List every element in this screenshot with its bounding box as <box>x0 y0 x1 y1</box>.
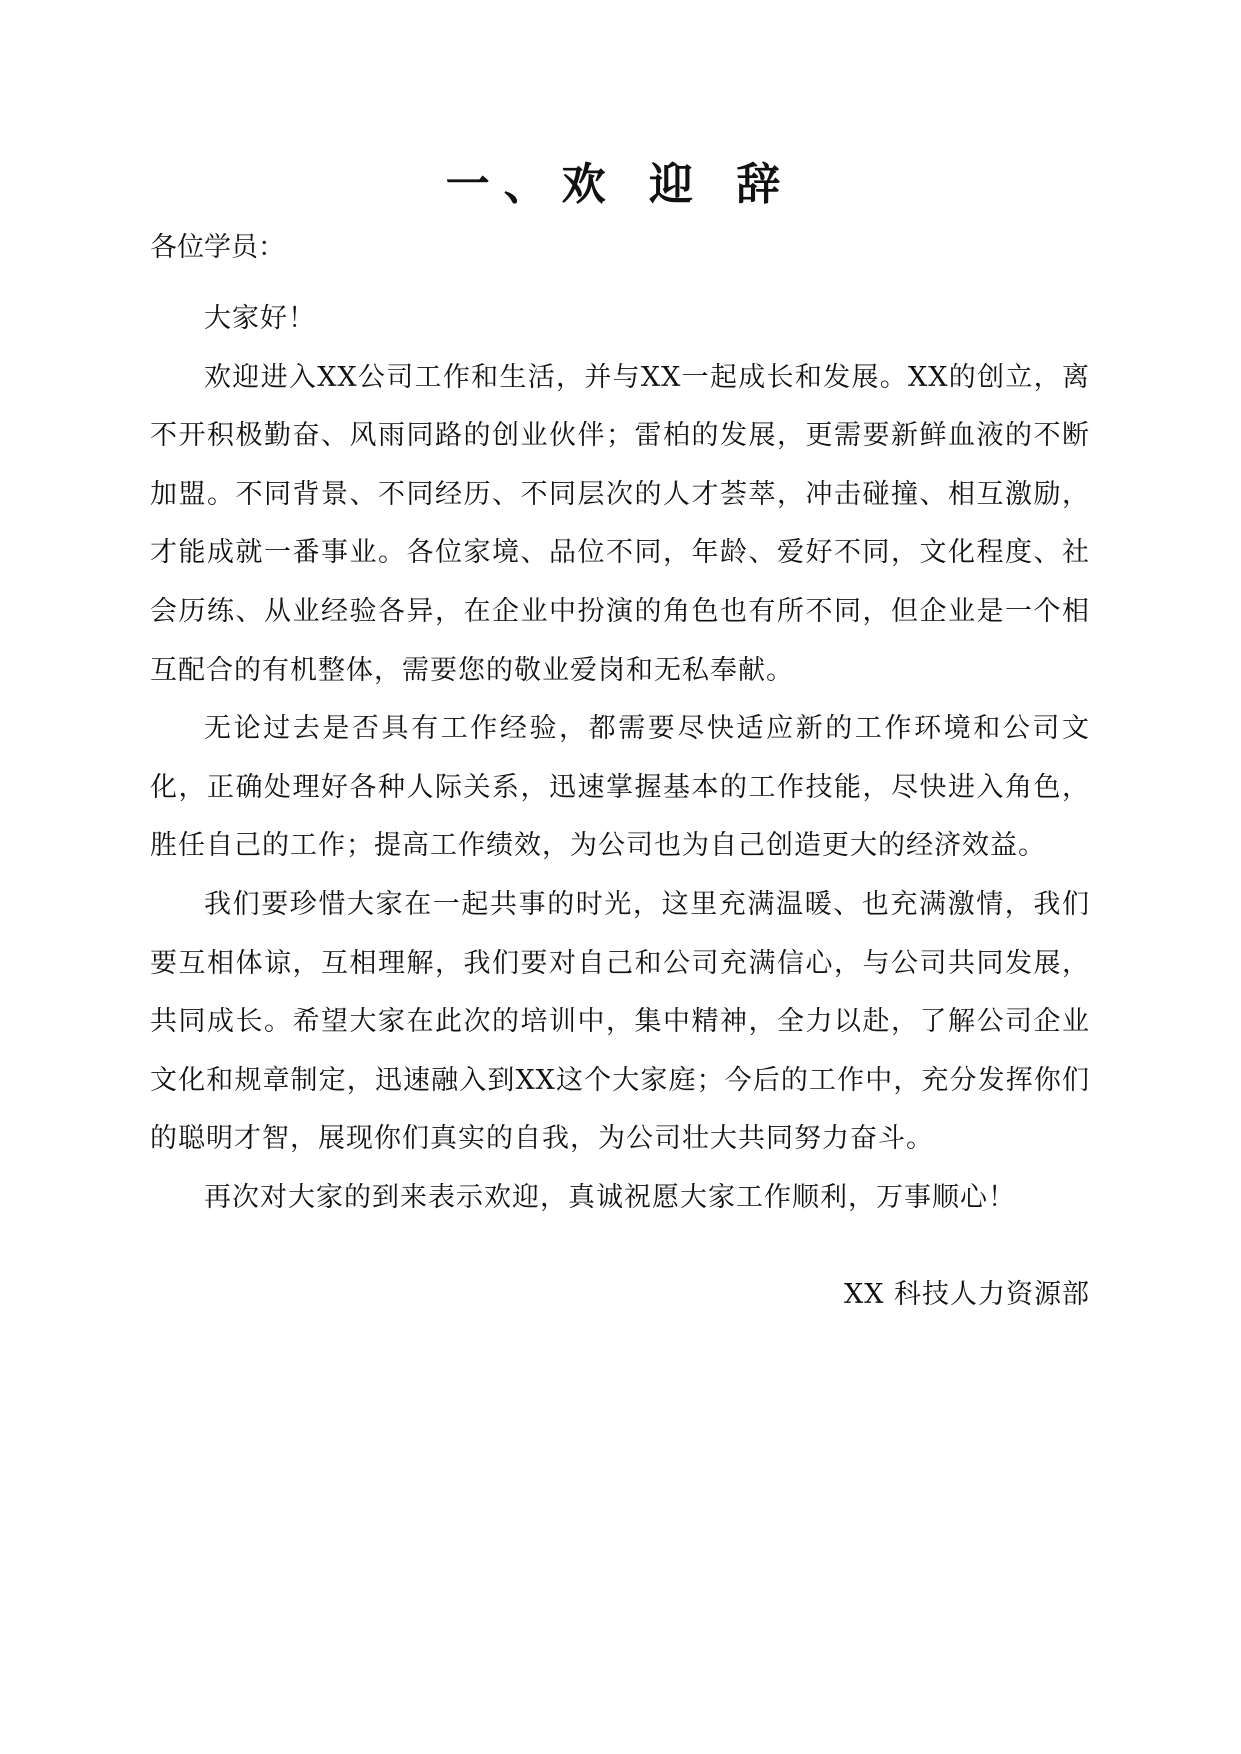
document-page <box>150 0 1090 1754</box>
paragraph-1: 欢迎进入XX公司工作和生活，并与XX一起成长和发展。XX的创立，离不开积极勤奋、风雨同路的创业伙伴；雷柏的发展，更需要新鲜血液的不断加盟。不同背景、不同经历、不同层次的人才荟萃，冲击碰撞、相互激励，才能成就一番事业。各位家境、品位不同，年龄、爱好不同，文化程度、社会历练、从业经验各异，在企业中扮演的角色也有所不同，但企业是一个相互配合的有机整体，需要您的敬业爱岗和无私奉献。 <box>150 361 1090 686</box>
closing-line: 再次对大家的到来表示欢迎，真诚祝愿大家工作顺利，万事顺心！ <box>204 1181 1016 1213</box>
salutation: 各位学员： <box>150 232 285 263</box>
paragraph-2: 无论过去是否具有工作经验，都需要尽快适应新的工作环境和公司文化，正确处理好各种人际关系，迅速掌握基本的工作技能，尽快进入角色，胜任自己的工作；提高工作绩效，为公司也为自己创造更大的经济效益。 <box>150 713 1090 862</box>
letter-body <box>150 290 1090 1228</box>
greeting: 大家好！ <box>204 303 316 334</box>
signature: XX 科技人力资源部 <box>843 1279 1090 1310</box>
paragraph-3: 我们要珍惜大家在一起共事的时光，这里充满温暖、也充满激情，我们要互相体谅，互相理解，我们要对自己和公司充满信心，与公司共同发展，共同成长。希望大家在此次的培训中，集中精神，全力以赴，了解公司企业文化和规章制定，迅速融入到XX这个大家庭；今后的工作中，充分发挥你们的聪明才智，展现你们真实的自我，为公司壮大共同努力奋斗。 <box>150 888 1090 1155</box>
document-title: 一、欢 迎 辞 <box>445 159 795 210</box>
